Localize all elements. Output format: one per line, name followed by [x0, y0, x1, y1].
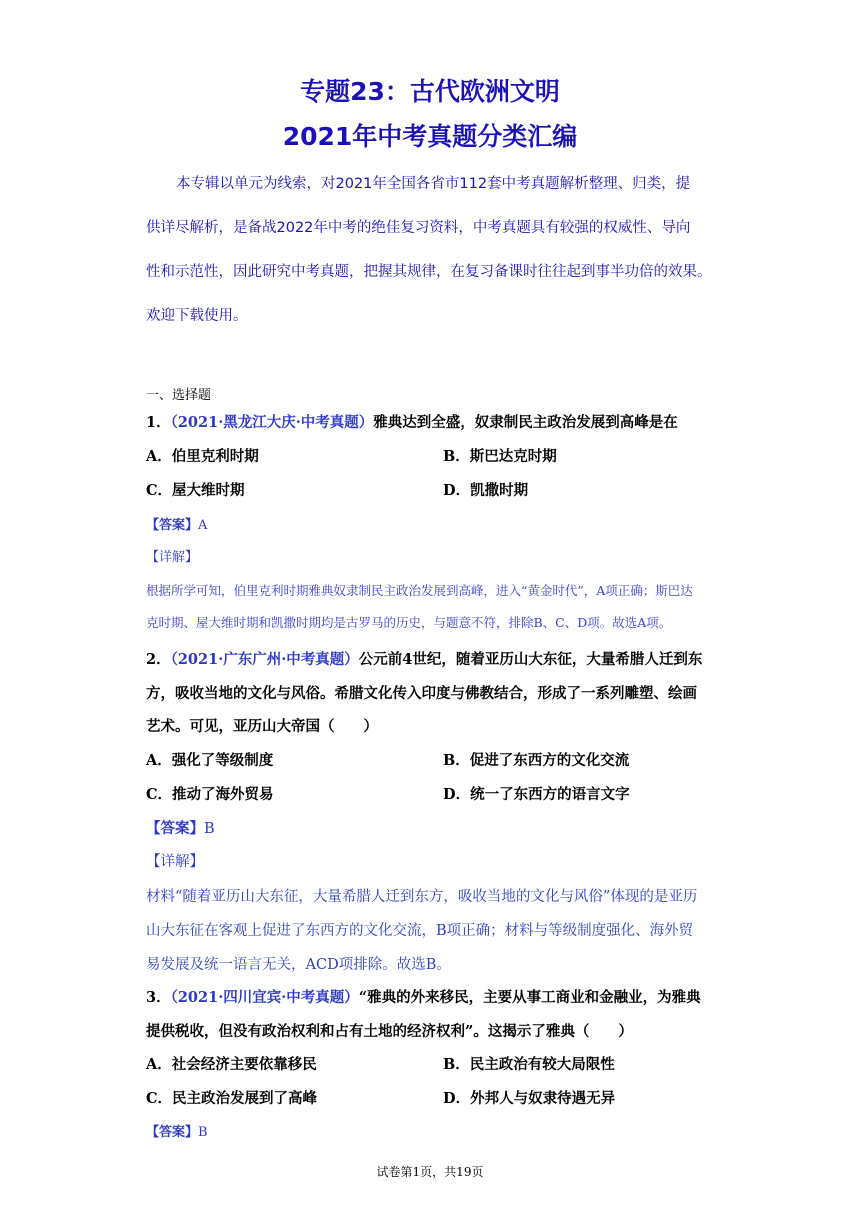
question-stem: 雅典达到全盛，奴隶制民主政治发展到高峰是在 — [373, 414, 678, 431]
question-stem-line-1: 公元前4世纪，随着亚历山大东征，大量希腊人迁到东 — [358, 651, 703, 668]
intro-line-4: 欢迎下载使用。 — [146, 308, 248, 324]
intro-line-3: 性和示范性，因此研究中考真题，把握其规律，在复习备课时往往起到事半功倍的效果。 — [146, 264, 712, 280]
q2-stem-line-2: 方，吸收当地的文化与风俗。希腊文化传入印度与佛教结合，形成了一系列雕塑、绘画 — [146, 685, 697, 702]
doc-title: 专题23：古代欧洲文明 — [300, 77, 560, 106]
q2-detail-line-3: 易发展及统一语言无关，ACD项排除。故选B。 — [146, 957, 451, 973]
question-source: （2021·黑龙江大庆·中考真题） — [170, 414, 374, 431]
q2-detail-line-2: 山大东征在客观上促进了东西方的文化交流，B项正确；材料与等级制度强化、海外贸 — [146, 923, 694, 939]
q2-detail-line-1: 材料“随着亚历山大东征，大量希腊人迁到东方，吸收当地的文化与风俗”体现的是亚历 — [146, 889, 698, 905]
q2-option-b: B．促进了东西方的文化交流 — [443, 752, 630, 769]
page-footer: 试卷第1页，共19页 — [376, 1165, 484, 1179]
q3-option-d: D．外邦人与奴隶待遇无异 — [443, 1090, 616, 1107]
q2-detail-label: 【详解】 — [146, 854, 204, 870]
q1-option-a: A．伯里克利时期 — [146, 448, 259, 465]
q1-detail-line-1: 根据所学可知，伯里克利时期雅典奴隶制民主政治发展到高峰，进入“黄金时代”，A项正确；斯巴达 — [146, 583, 693, 598]
q1-detail-line-2: 克时期、屋大维时期和凯撒时期均是古罗马的历史，与题意不符，排除B、C、D项。故选A项。 — [146, 615, 672, 630]
answer-label: 【答案】 — [146, 820, 204, 837]
answer-value: B — [198, 1125, 208, 1140]
question-number: 3． — [146, 989, 171, 1006]
question-1 — [146, 411, 678, 432]
section-heading: 一、选择题 — [146, 388, 212, 403]
question-number: 2． — [146, 651, 171, 668]
question-source: （2021·广东广州·中考真题） — [170, 651, 359, 668]
intro-line-1: 本专辑以单元为线索，对2021年全国各省市112套中考真题解析整理、归类，提 — [176, 176, 691, 192]
answer-value: A — [198, 518, 208, 533]
q1-option-c: C．屋大维时期 — [146, 482, 245, 499]
q1-option-b: B．斯巴达克时期 — [443, 448, 557, 465]
question-2 — [146, 648, 702, 669]
doc-subtitle: 2021年中考真题分类汇编 — [282, 122, 578, 151]
q3-stem-line-2: 提供税收，但没有政治权利和占有土地的经济权利”。这揭示了雅典（ ） — [146, 1023, 633, 1040]
q3-option-c: C．民主政治发展到了高峰 — [146, 1090, 318, 1107]
question-source: （2021·四川宜宾·中考真题） — [170, 989, 359, 1006]
q1-detail-label: 【详解】 — [146, 550, 199, 565]
question-number: 1． — [146, 414, 171, 431]
q1-answer — [146, 514, 207, 533]
intro-line-2: 供详尽解析，是备战2022年中考的绝佳复习资料，中考真题具有较强的权威性、导向 — [146, 220, 691, 236]
q2-option-a: A．强化了等级制度 — [146, 752, 274, 769]
q3-option-a: A．社会经济主要依靠移民 — [146, 1056, 317, 1073]
q2-option-d: D．统一了东西方的语言文字 — [443, 786, 630, 803]
answer-label: 【答案】 — [146, 1125, 199, 1140]
q2-stem-line-3: 艺术。可见，亚历山大帝国（ ） — [146, 718, 378, 735]
question-3 — [146, 986, 701, 1007]
answer-value: B — [204, 821, 215, 837]
q3-answer — [146, 1121, 208, 1140]
answer-label: 【答案】 — [146, 518, 199, 533]
question-stem-line-1: “雅典的外来移民，主要从事工商业和金融业，为雅典 — [358, 989, 701, 1006]
q2-answer — [146, 817, 215, 838]
q1-option-d: D．凯撒时期 — [443, 482, 529, 499]
q2-option-c: C．推动了海外贸易 — [146, 786, 274, 803]
q3-option-b: B．民主政治有较大局限性 — [443, 1056, 615, 1073]
